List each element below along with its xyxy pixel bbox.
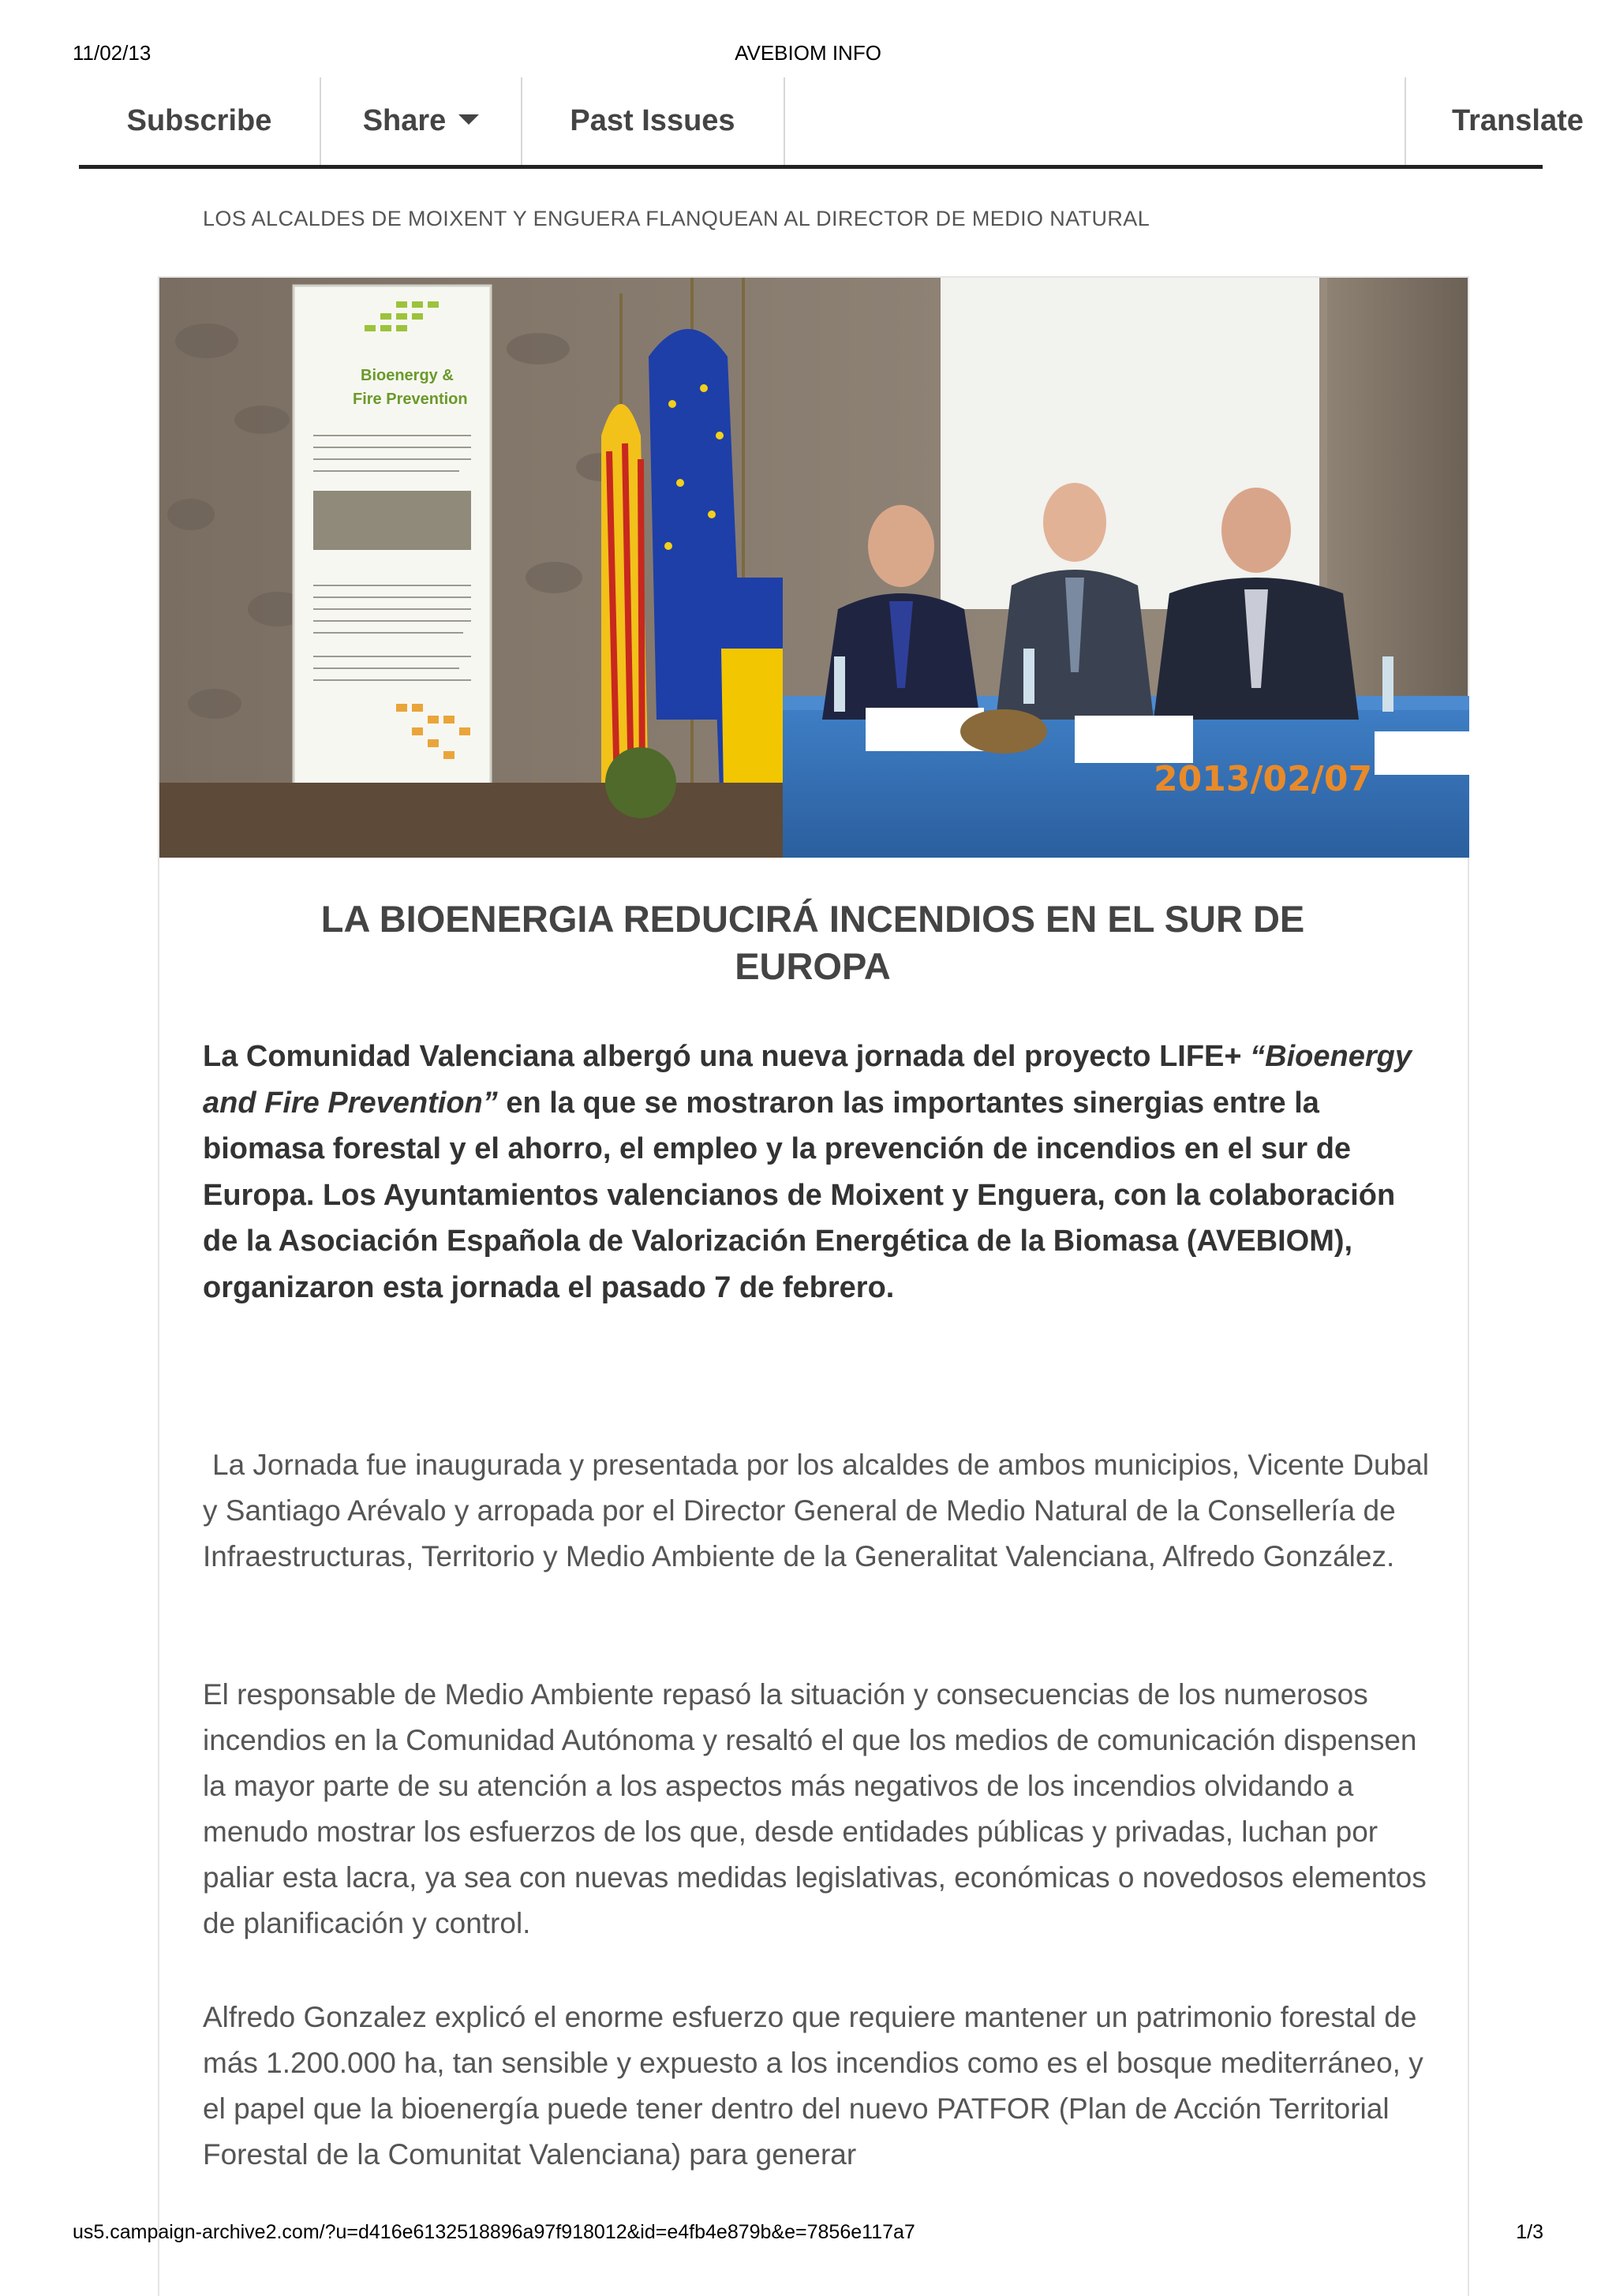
share-label: Share: [362, 104, 447, 137]
print-title: AVEBIOM INFO: [735, 41, 881, 65]
print-date: 11/02/13: [73, 41, 152, 65]
lead-text-end: en la que se mostraron las importantes sinergias entre la biomasa forestal y el ahorro, el empleo y la prevención de incendios en el sur de Europa. Los Ayuntamientos valencianos de Moixent y Enguera, con la colaboración de la Asociación Española de Valorización Energética de la Biomasa (AVEBIOM), organizaron esta jornada el pasado 7 de febrero.: [203, 1086, 1396, 1304]
lead-text-start: La Comunidad Valenciana albergó una nueva jornada del proyecto LIFE+: [203, 1040, 1242, 1073]
event-photo-illustration: [159, 278, 1468, 858]
article-lead: [203, 1034, 1434, 1311]
headline-line-2: EUROPA: [735, 945, 891, 987]
event-photo: [159, 278, 1468, 858]
past-issues-link[interactable]: Past Issues: [570, 104, 735, 137]
print-header: [0, 41, 1616, 73]
banner-title-line1: Bioenergy &: [361, 367, 454, 384]
page-number: 1/3: [1516, 2221, 1543, 2243]
translate-link-clip: [1452, 77, 1584, 165]
photo-caption: LOS ALCALDES DE MOIXENT Y ENGUERA FLANQUEAN AL DIRECTOR DE MEDIO NATURAL: [203, 207, 1150, 230]
translate-link[interactable]: Translate: [1452, 104, 1584, 137]
print-footer: [0, 2221, 1616, 2253]
nav-divider: [784, 77, 785, 165]
caret-down-icon: [458, 114, 479, 125]
headline-line-1: LA BIOENERGIA REDUCIRÁ INCENDIOS EN EL SUR DE: [320, 898, 1305, 940]
banner-title-line2: Fire Prevention: [353, 391, 468, 408]
subscribe-link[interactable]: Subscribe: [126, 104, 272, 137]
nav-divider: [1405, 77, 1406, 165]
article-headline: [260, 896, 1365, 990]
print-url: us5.campaign-archive2.com/?u=d416e6132518896a97f918012&id=e4fb4e879b&e=7856e117a7: [73, 2221, 915, 2243]
article-paragraph-1: La Jornada fue inaugurada y presentada por los alcaldes de ambos municipios, Vicente Dubal y Santiago Arévalo y arropada por el Director General de Medio Natural de la Consellería de Infraestructuras, Territorio y Medio Ambiente de la Generalitat Valenciana, Alfredo González.: [203, 1449, 1429, 1572]
photo-date-stamp: 2013/02/07: [1154, 759, 1373, 799]
article-paragraph-2: El responsable de Medio Ambiente repasó la situación y consecuencias de los numerosos incendios en la Comunidad Autónoma y resaltó el que los medios de comunicación dispensen la mayor parte de su atención a los aspectos más negativos de los incendios olvidando a menudo mostrar los esfuerzos de los que, desde entidades públicas y privadas, luchan por paliar esta lacra, ya sea con nuevas medidas legislativas, económicas o novedosos elementos de planificación y control.: [203, 1678, 1427, 1939]
share-menu-button[interactable]: [321, 77, 521, 165]
campaign-navbar: [79, 77, 1584, 169]
article-paragraph-3: Alfredo Gonzalez explicó el enorme esfuerzo que requiere mantener un patrimonio forestal de más 1.200.000 ha, tan sensible y expuesto a los incendios como es el bosque mediterráneo, y el papel que la bioenergía puede tener dentro del nuevo PATFOR (Plan de Acción Territorial Forestal de la Comunitat Valenciana) para generar: [203, 2001, 1423, 2171]
lead-project-title: “Bioenergy and Fire Prevention”: [203, 1040, 1412, 1120]
